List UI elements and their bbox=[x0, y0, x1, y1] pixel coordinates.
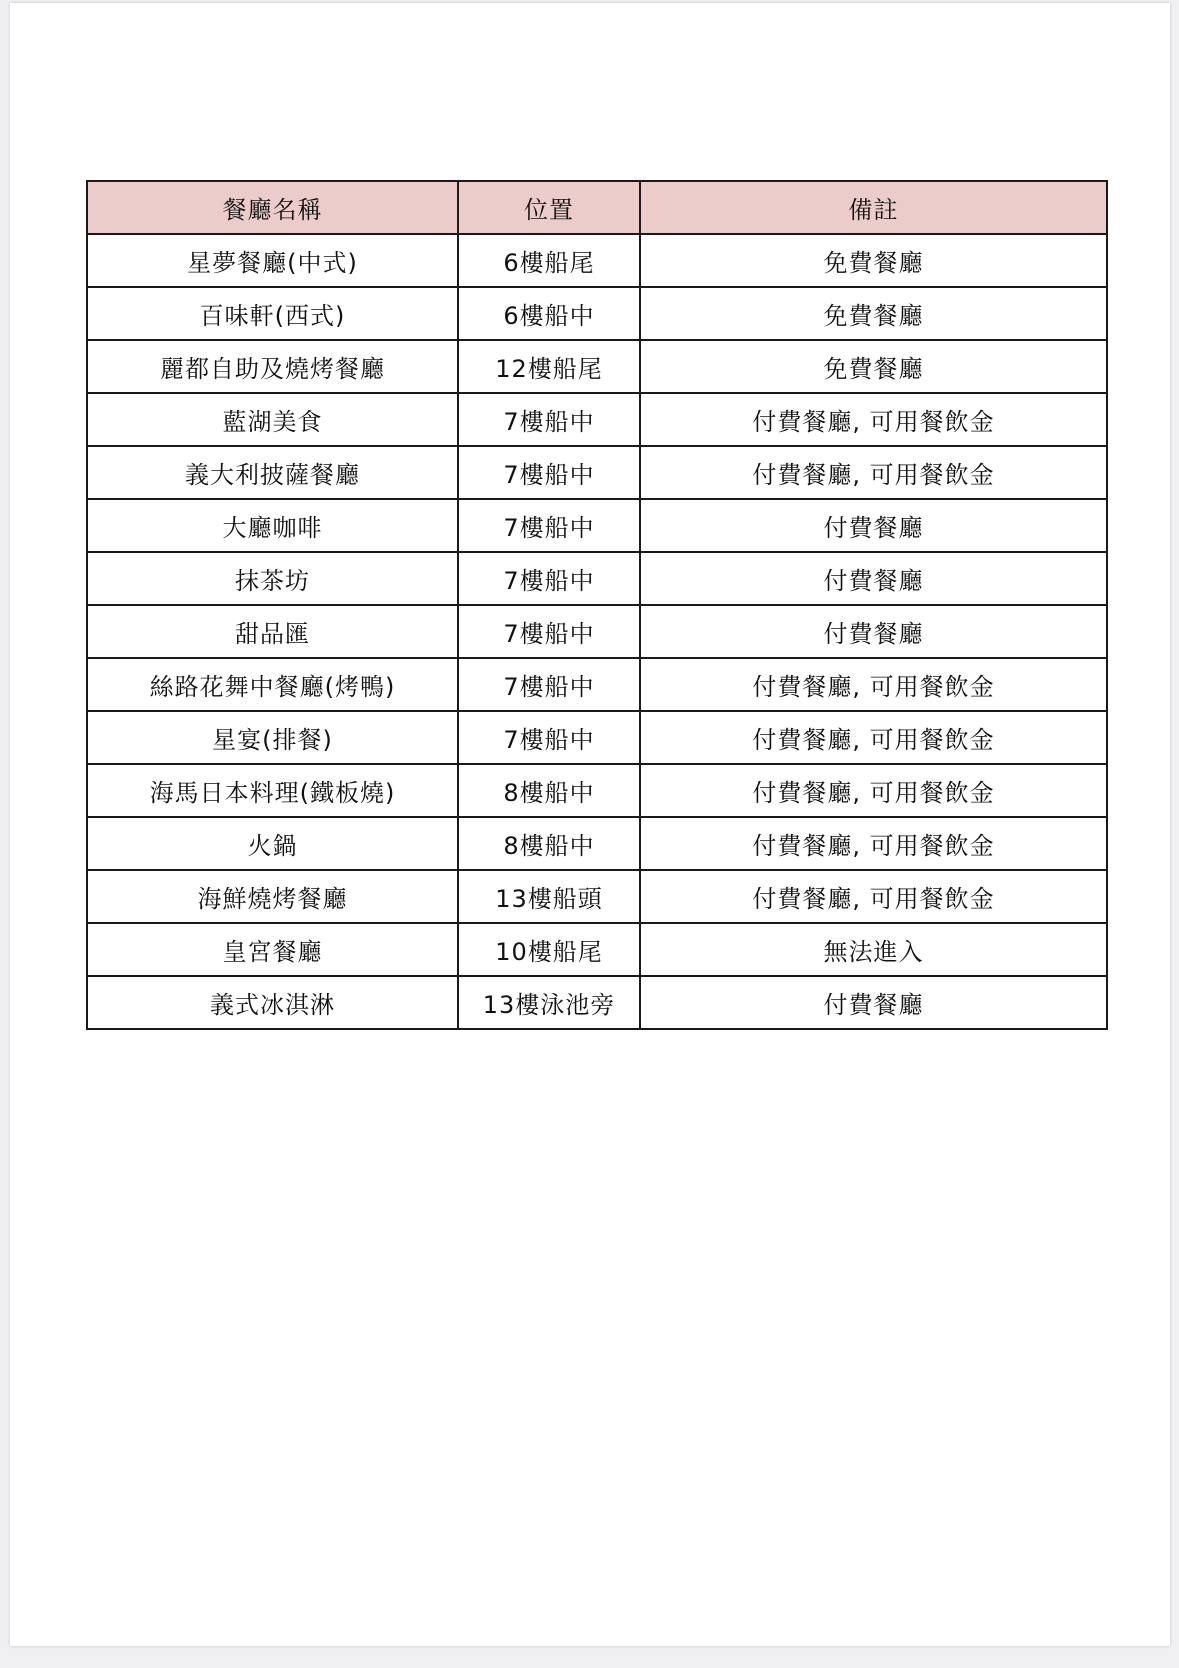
cell-note: 付費餐廳, 可用餐飲金 bbox=[640, 658, 1107, 711]
cell-note: 付費餐廳 bbox=[640, 499, 1107, 552]
cell-restaurant-name: 義大利披薩餐廳 bbox=[87, 446, 458, 499]
cell-location: 6樓船中 bbox=[458, 287, 640, 340]
cell-restaurant-name: 星夢餐廳(中式) bbox=[87, 234, 458, 287]
table-row bbox=[87, 393, 1107, 446]
table-row bbox=[87, 976, 1107, 1029]
table-row bbox=[87, 446, 1107, 499]
cell-restaurant-name: 抹茶坊 bbox=[87, 552, 458, 605]
cell-location: 13樓船頭 bbox=[458, 870, 640, 923]
header-row bbox=[87, 181, 1107, 234]
document-page bbox=[10, 3, 1170, 1646]
cell-location: 13樓泳池旁 bbox=[458, 976, 640, 1029]
cell-note: 付費餐廳, 可用餐飲金 bbox=[640, 393, 1107, 446]
table-row bbox=[87, 870, 1107, 923]
cell-location: 7樓船中 bbox=[458, 605, 640, 658]
table-header bbox=[87, 181, 1107, 234]
cell-restaurant-name: 海馬日本料理(鐵板燒) bbox=[87, 764, 458, 817]
header-restaurant-name: 餐廳名稱 bbox=[87, 181, 458, 234]
cell-restaurant-name: 甜品匯 bbox=[87, 605, 458, 658]
table-row bbox=[87, 287, 1107, 340]
cell-restaurant-name: 義式冰淇淋 bbox=[87, 976, 458, 1029]
table-row bbox=[87, 923, 1107, 976]
cell-note: 付費餐廳 bbox=[640, 976, 1107, 1029]
cell-location: 7樓船中 bbox=[458, 446, 640, 499]
cell-note: 免費餐廳 bbox=[640, 234, 1107, 287]
cell-location: 7樓船中 bbox=[458, 658, 640, 711]
cell-location: 10樓船尾 bbox=[458, 923, 640, 976]
cell-note: 免費餐廳 bbox=[640, 340, 1107, 393]
cell-location: 12樓船尾 bbox=[458, 340, 640, 393]
table-body bbox=[87, 234, 1107, 1029]
cell-note: 付費餐廳, 可用餐飲金 bbox=[640, 870, 1107, 923]
header-location: 位置 bbox=[458, 181, 640, 234]
cell-note: 付費餐廳, 可用餐飲金 bbox=[640, 711, 1107, 764]
cell-location: 8樓船中 bbox=[458, 764, 640, 817]
table-row bbox=[87, 764, 1107, 817]
cell-note: 無法進入 bbox=[640, 923, 1107, 976]
cell-note: 付費餐廳, 可用餐飲金 bbox=[640, 817, 1107, 870]
cell-note: 付費餐廳 bbox=[640, 552, 1107, 605]
cell-restaurant-name: 星宴(排餐) bbox=[87, 711, 458, 764]
cell-note: 付費餐廳, 可用餐飲金 bbox=[640, 446, 1107, 499]
cell-location: 7樓船中 bbox=[458, 393, 640, 446]
viewer-background bbox=[0, 1650, 1179, 1668]
cell-restaurant-name: 大廳咖啡 bbox=[87, 499, 458, 552]
cell-location: 8樓船中 bbox=[458, 817, 640, 870]
header-note: 備註 bbox=[640, 181, 1107, 234]
table-row bbox=[87, 499, 1107, 552]
cell-location: 6樓船尾 bbox=[458, 234, 640, 287]
cell-restaurant-name: 藍湖美食 bbox=[87, 393, 458, 446]
table-row bbox=[87, 605, 1107, 658]
table-row bbox=[87, 340, 1107, 393]
cell-restaurant-name: 火鍋 bbox=[87, 817, 458, 870]
restaurant-table bbox=[86, 180, 1108, 1030]
cell-restaurant-name: 絲路花舞中餐廳(烤鴨) bbox=[87, 658, 458, 711]
table-row bbox=[87, 817, 1107, 870]
cell-location: 7樓船中 bbox=[458, 552, 640, 605]
table-row bbox=[87, 234, 1107, 287]
cell-restaurant-name: 麗都自助及燒烤餐廳 bbox=[87, 340, 458, 393]
table-row bbox=[87, 552, 1107, 605]
table-row bbox=[87, 658, 1107, 711]
cell-note: 付費餐廳 bbox=[640, 605, 1107, 658]
cell-location: 7樓船中 bbox=[458, 711, 640, 764]
cell-restaurant-name: 海鮮燒烤餐廳 bbox=[87, 870, 458, 923]
cell-note: 付費餐廳, 可用餐飲金 bbox=[640, 764, 1107, 817]
cell-location: 7樓船中 bbox=[458, 499, 640, 552]
cell-note: 免費餐廳 bbox=[640, 287, 1107, 340]
cell-restaurant-name: 百味軒(西式) bbox=[87, 287, 458, 340]
table-row bbox=[87, 711, 1107, 764]
cell-restaurant-name: 皇宮餐廳 bbox=[87, 923, 458, 976]
